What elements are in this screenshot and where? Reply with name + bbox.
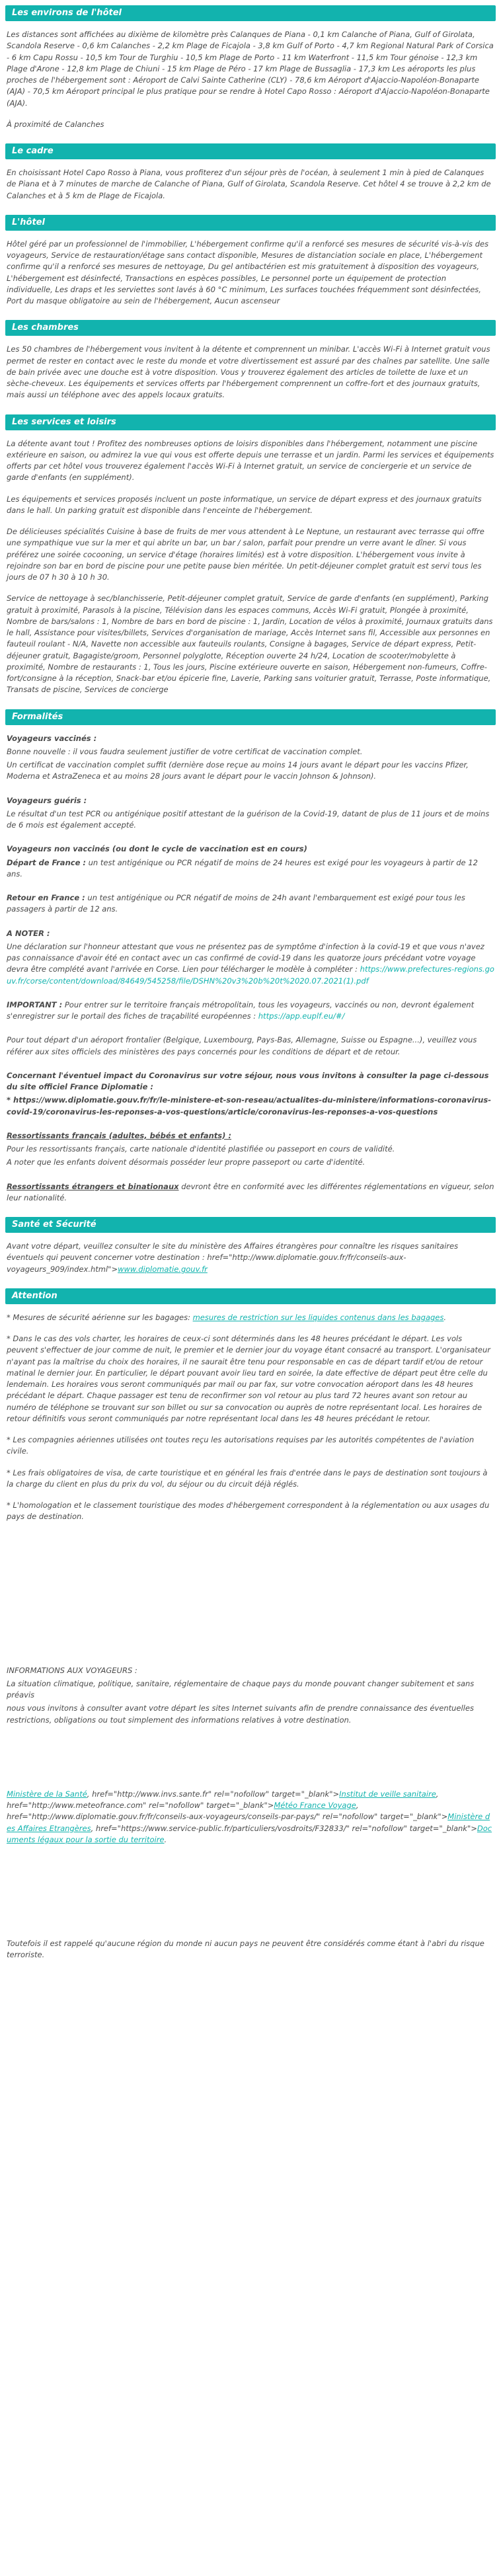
vaccinated-heading: Voyageurs vaccinés : — [7, 733, 97, 743]
important-paragraph — [7, 999, 494, 1023]
health-advice-paragraph — [7, 1241, 494, 1275]
section-title-formalities: Formalités — [5, 709, 496, 725]
recovered-heading: Voyageurs guéris : — [7, 795, 87, 805]
french-nationals-heading: Ressortissants français (adultes, bébés et enfants) : — [7, 1130, 231, 1140]
section-title-services: Les services et loisirs — [5, 414, 496, 430]
surroundings-proximity: À proximité de Calanches — [7, 119, 104, 129]
section-formalities — [5, 709, 496, 1204]
setting-text: En choisissant Hotel Capo Rosso à Piana, vous profiterez d'un séjour près de l'océan, à seulement 1 min à pied de Calanques de Piana et à 7 minutes de marche de Calanche of Piana, Gulf of Girolata, Scandola Reserve. Cet hôtel 4 se trouve à 2,2 km de Calanches et à 5 km de Plage de Ficajola. — [7, 168, 491, 200]
traveler-info-links-paragraph — [7, 1789, 494, 1846]
section-services — [5, 414, 496, 696]
surroundings-distances: Les distances sont affichées au dixième de kilomètre près Calanques de Piana - 0,1 km Calanche of Piana, Gulf of Girolata, Scandola Reserve - 0,6 km Calanches - 2,2 km Plage de Ficajola - 3,8 km Gulf of Porto - 4,7 km Regional Natural Park of Corsica - 6 km Capu Rossu - 10,5 km Tour de Turghiu - 10,5 km Plage de Porto - 11 km Waterfront - 11,5 km Tour génoise - 12,3 km Plage d'Arone - 12,8 km Plage de Chiuni - 15 km Plage de Péro - 17 km Plage de Bussaglia - 17,3 km Les aéroports les plus proches de l'hébergement sont : Aéroport de Calvi Sainte Catherine (CLY) - 78,6 km Aéroport d'Ajaccio-Napoléon-Bonaparte (AJA) - 70,5 km Aéroport principal le plus pratique pour se rendre à Hotel Capo Rosso : Aéroport d'Ajaccio-Napoléon-Bonaparte (AJA). — [7, 30, 494, 108]
ministere-sante-link[interactable]: Ministère de la Santé — [7, 1789, 87, 1799]
health-advice-text: Avant votre départ, veuillez consulter le site du ministère des Affaires étrangères pour connaître les risques sanitaires éventuels qui peuvent concerner votre destination : href="http://www.diplomatie.gouv.fr/fr/conseils-aux-voyageurs_909/index.html"> — [7, 1241, 459, 1274]
affaires-etrangeres-link[interactable]: Ministère des Affaires Etrangères — [7, 1812, 490, 1833]
section-title-surroundings: Les environs de l'hôtel — [5, 5, 496, 21]
departure-text: un test antigénique ou PCR négatif de moins de 24 heures est exigé pour les voyageurs à partir de 12 ans. — [7, 857, 478, 878]
liquids-restrictions-link[interactable]: mesures de restriction sur les liquides contenus dans les bagages — [192, 1312, 444, 1322]
warning-airlines-paragraph: * Les compagnies aériennes utilisées ont toutes reçu les autorisations requises par les autorités compétentes de l'aviation civile. — [7, 1435, 475, 1456]
vaccinated-paragraph-2: Un certificat de vaccination complet suffit (dernière dose reçue au moins 14 jours avant le départ pour les vaccins Pfizer, Moderna et AstraZeneca et au moins 28 jours avant le départ pour le vaccin Johnson & Johnson). — [7, 760, 469, 781]
foreign-nationals-paragraph — [7, 1181, 494, 1204]
note-paragraph — [7, 941, 494, 987]
coronavirus-url-text: * https://www.diplomatie.gouv.fr/fr/le-ministere-et-son-reseau/actualites-du-ministere/informations-coronavirus-covid-19/coronavirus-les-reponses-a-vos-questions/article/coronavirus-les-reponses-a-vos-questions — [7, 1095, 491, 1116]
services-paragraph-leisure: La détente avant tout ! Profitez des nombreuses options de loisirs disponibles dans l'hébergement, notamment une piscine extérieure en saison, ou admirez la vue qui vous est offerte depuis une terrasse et un jardin. Parmi les services et équipements offerts par cet hôtel vous trouverez également l'accès Wi-Fi à Internet gratuit, un service de conciergerie et un service de garde d'enfants (en supplément). — [7, 438, 494, 483]
section-rooms — [5, 320, 496, 401]
section-health-safety — [5, 1217, 496, 1275]
traveler-info-paragraph-1: La situation climatique, politique, sanitaire, réglementaire de chaque pays du monde pouvant changer subitement et sans préavis — [7, 1678, 475, 1699]
hotel-text: Hôtel géré par un professionnel de l'immobilier, L'hébergement confirme qu'il a renforcé ses mesures de sécurité vis-à-vis des voyageurs, Service de restauration/étage sans contact disponible, Mesures de distanciation sociale en place, L'hébergement confirme qu'il a renforcé ses mesures de nettoyage, Du gel antibactérien est mis gratuitement à disposition des voyageurs, L'hébergement est désinfecté, Transactions en espèces possibles, Le personnel porte un équipement de protection individuelle, Les draps et les serviettes sont lavés à 60 °C minimum, Les surfaces touchées fréquemment sont désinfectées, Port du masque obligatoire au sein de l'hébergement, Aucun ascenseur — [7, 239, 489, 305]
warning-charter-paragraph: * Dans le cas des vols charter, les horaires de ceux-ci sont déterminés dans les 48 heures précédant le départ. Les vols peuvent s'effectuer de jour comme de nuit, le premier et le dernier jour du voyage étant consacré au transport. L'organisateur n'ayant pas la maîtrise du choix des horaires, il ne saurait être tenu pour responsable en cas de départ tardif et/ou de retour matinal le dernier jour. En particulier, le départ pouvant avoir lieu tard en soirée, la date effective de départ peut être celle du lendemain. Les horaires vous seront communiqués par mail ou par fax, sur votre convocation aéroport dans les 48 heures précédant le départ. Chaque passager est tenu de reconfirmer son vol retour au plus tard 72 heures avant son retour au numéro de téléphone se trouvant sur son billet ou sur sa convocation ou auprès de notre représentant local. Les horaires de retour définitifs vous seront communiqués par notre représentant local dans les 48 heures précédant le retour. — [7, 1334, 490, 1423]
coronavirus-notice: Concernant l'éventuel impact du Coronavirus sur votre séjour, nous vous invitons à consulter la page ci-dessous du site officiel France Diplomatie : — [7, 1070, 489, 1091]
raw-href-docs: , href="https://www.service-public.fr/particuliers/vosdroits/F32833/" rel="nofollow" target="_blank"> — [91, 1823, 477, 1833]
section-setting — [5, 143, 496, 202]
recovered-paragraph: Le résultat d'un test PCR ou antigénique positif attestant de la guérison de la Covid-19, datant de plus de 11 jours et de moins de 6 mois est également accepté. — [7, 808, 490, 830]
warning-baggage-end: . — [443, 1312, 447, 1322]
return-rule — [7, 892, 494, 916]
rooms-text: Les 50 chambres de l'hébergement vous invitent à la détente et comprennent un minibar. L'accès Wi-Fi à Internet gratuit vous permet de rester en contact avec le reste du monde et votre divertissement est assuré par des chaînes par satellite. Une salle de bain privée avec une douche est à votre disposition. Vous y trouverez également des articles de toilette de luxe et un sèche-cheveux. Les équipements et services offerts par l'hébergement comprennent un coffre-fort et des journaux gratuits, mais aussi un téléphone avec des appels locaux gratuits. — [7, 344, 490, 400]
vaccinated-paragraph-1: Bonne nouvelle : il vous faudra seulement justifier de votre certificat de vaccination complet. — [7, 746, 363, 756]
border-airport-paragraph: Pour tout départ d'un aéroport frontalier (Belgique, Luxembourg, Pays-Bas, Allemagne, Suisse ou Espagne...), veuillez vous référer aux sites officiels des ministères des pays concernés pour les conditions de départ et de retour. — [7, 1035, 477, 1056]
foreign-nationals-text: devront être en conformité avec les différentes réglementations en vigueur, selon leur nationalité. — [7, 1181, 494, 1202]
warning-classification-paragraph: * L'homologation et le classement touristique des modes d'hébergement correspondent à la réglementation ou aux usages du pays de destination. — [7, 1501, 490, 1522]
section-title-rooms: Les chambres — [5, 320, 496, 336]
exit-documents-link[interactable]: Documents légaux pour la sortie du territoire — [7, 1823, 492, 1844]
invs-link[interactable]: Institut de veille sanitaire — [339, 1789, 436, 1799]
section-title-health-safety: Santé et Sécurité — [5, 1217, 496, 1233]
section-traveler-info — [5, 1665, 496, 1961]
section-surroundings — [5, 5, 496, 130]
section-title-setting: Le cadre — [5, 143, 496, 159]
links-end-period: . — [164, 1834, 167, 1844]
unvaccinated-heading: Voyageurs non vaccinés (ou dont le cycle de vaccination est en cours) — [7, 844, 307, 854]
warning-visa-fees-paragraph: * Les frais obligatoires de visa, de carte touristique et en général les frais d'entrée dans le pays de destination sont toujours à la charge du client en plus du prix du vol, du séjour ou du circuit déjà réglés. — [7, 1467, 488, 1489]
traveler-info-heading: INFORMATIONS AUX VOYAGEURS : — [7, 1665, 137, 1675]
services-paragraph-list: Service de nettoyage à sec/blanchisserie, Petit-déjeuner complet gratuit, Service de garde d'enfants (en supplément), Parking gratuit à proximité, Parasols à la piscine, Télévision dans les espaces communs, Accès Wi-Fi gratuit, Plongée à proximité, Nombre de bars/salons : 1, Nombre de bars en bord de piscine : 1, Jardin, Location de vélos à proximité, Journaux gratuits dans le hall, Assistance pour visites/billets, Services d'organisation de mariage, Accès Internet sans fil, Accessible aux personnes en fauteuil roulant - N/A, Navette non accessible aux fauteuils roulants, Consigne à bagages, Service de départ express, Petit-déjeuner gratuit, Bagagiste/groom, Personnel polyglotte, Réception ouverte 24 h/24, Location de scooter/mobylette à proximité, Nombre de restaurants : 1, Tous les jours, Piscine extérieure ouverte en saison, Hébergement non-fumeurs, Coffre-fort/consigne à la réception, Snack-bar et/ou épicerie fine, Laverie, Parking sans voiturier gratuit, Terrasse, Poste informatique, Transats de piscine, Services de concierge — [7, 594, 493, 695]
services-paragraph-restaurant: De délicieuses spécialités Cuisine à base de fruits de mer vous attendent à Le Neptune, un restaurant avec terrasse qui offre une sympathique vue sur la mer et qui abrite un bar, un bar / salon, parfait pour prendre un verre avant le dîner. Si vous préférez une soirée cocooning, un service d'étage (horaires limités) est à votre disposition. L'hébergement vous invite à rejoindre son bar en bord de piscine pour une petite pause bien méritée. Un petit-déjeuner complet gratuit est servi tous les jours de 07 h 30 à 10 h 30. — [7, 527, 484, 582]
important-text: Pour entrer sur le territoire français métropolitain, tous les voyageurs, vaccinés ou non, devront également s'enregistrer sur le portail des fiches de traçabilité européennes : — [7, 999, 475, 1021]
warning-baggage-text: * Mesures de sécurité aérienne sur les bagages: — [7, 1312, 193, 1322]
note-heading: A NOTER : — [7, 928, 50, 938]
terrorism-disclaimer: Toutefois il est rappelé qu'aucune région du monde ni aucun pays ne peuvent être considérés comme étant à l'abri du risque terroriste. — [7, 1939, 484, 1960]
section-warning — [5, 1288, 496, 1523]
section-hotel — [5, 215, 496, 307]
raw-href-meteo: , href="http://www.meteofrance.com" rel="nofollow" target="_blank"> — [7, 1789, 439, 1810]
return-text: un test antigénique ou PCR négatif de moins de 24h avant l'embarquement est exigé pour tous les passagers à partir de 12 ans. — [7, 893, 465, 914]
french-nationals-paragraph-1: Pour les ressortissants français, carte nationale d'identité plastifiée ou passeport en cours de validité. — [7, 1144, 395, 1153]
euplf-portal-link[interactable]: https://app.euplf.eu/#/ — [258, 1011, 345, 1021]
french-nationals-paragraph-2: A noter que les enfants doivent désormais posséder leur propre passeport ou carte d'identité. — [7, 1157, 366, 1167]
section-title-warning: Attention — [5, 1288, 496, 1304]
departure-rule — [7, 857, 494, 880]
departure-label: Départ de France : — [7, 857, 86, 867]
section-title-hotel: L'hôtel — [5, 215, 496, 231]
return-label: Retour en France : — [7, 893, 85, 902]
raw-href-invs: , href="http://www.invs.sante.fr" rel="nofollow" target="_blank"> — [87, 1789, 340, 1799]
note-text: Une déclaration sur l'honneur attestant que vous ne présentez pas de symptôme d'infection à la covid-19 et que vous n'avez pas connaissance d'avoir été en contact avec un cas confirmé de covid-19 dans les quatorze jours précédant votre voyage devra être complété avant l'arrivée en Corse. Lien pour télécharger le modèle à compléter : — [7, 941, 484, 974]
warning-baggage-paragraph — [7, 1312, 494, 1323]
diplomatie-link[interactable]: www.diplomatie.gouv.fr — [118, 1264, 208, 1274]
raw-href-mae: , href="http://www.diplomatie.gouv.fr/fr/conseils-aux-voyageurs/conseils-par-pays/" rel="nofollow" target="_blank"> — [7, 1801, 448, 1822]
services-paragraph-amenities: Les équipements et services proposés incluent un poste informatique, un service de départ express et des journaux gratuits dans le hall. Un parking gratuit est disponible dans l'enceinte de l'hébergement. — [7, 494, 482, 515]
meteo-france-link[interactable]: Météo France Voyage — [274, 1801, 356, 1810]
prefecture-declaration-link[interactable]: https://www.prefectures-regions.gouv.fr/corse/content/download/84649/545258/file/DSHN%20v3%20b%20t%2020.07.2021(1).pdf — [7, 964, 494, 986]
important-label: IMPORTANT : — [7, 999, 63, 1009]
traveler-info-paragraph-2: nous vous invitons à consulter avant votre départ les sites Internet suivants afin de prendre connaissance des éventuelles restrictions, obligations ou tout simplement des informations relatives à votre destination. — [7, 1703, 474, 1725]
foreign-nationals-label: Ressortissants étrangers et binationaux — [7, 1181, 179, 1191]
